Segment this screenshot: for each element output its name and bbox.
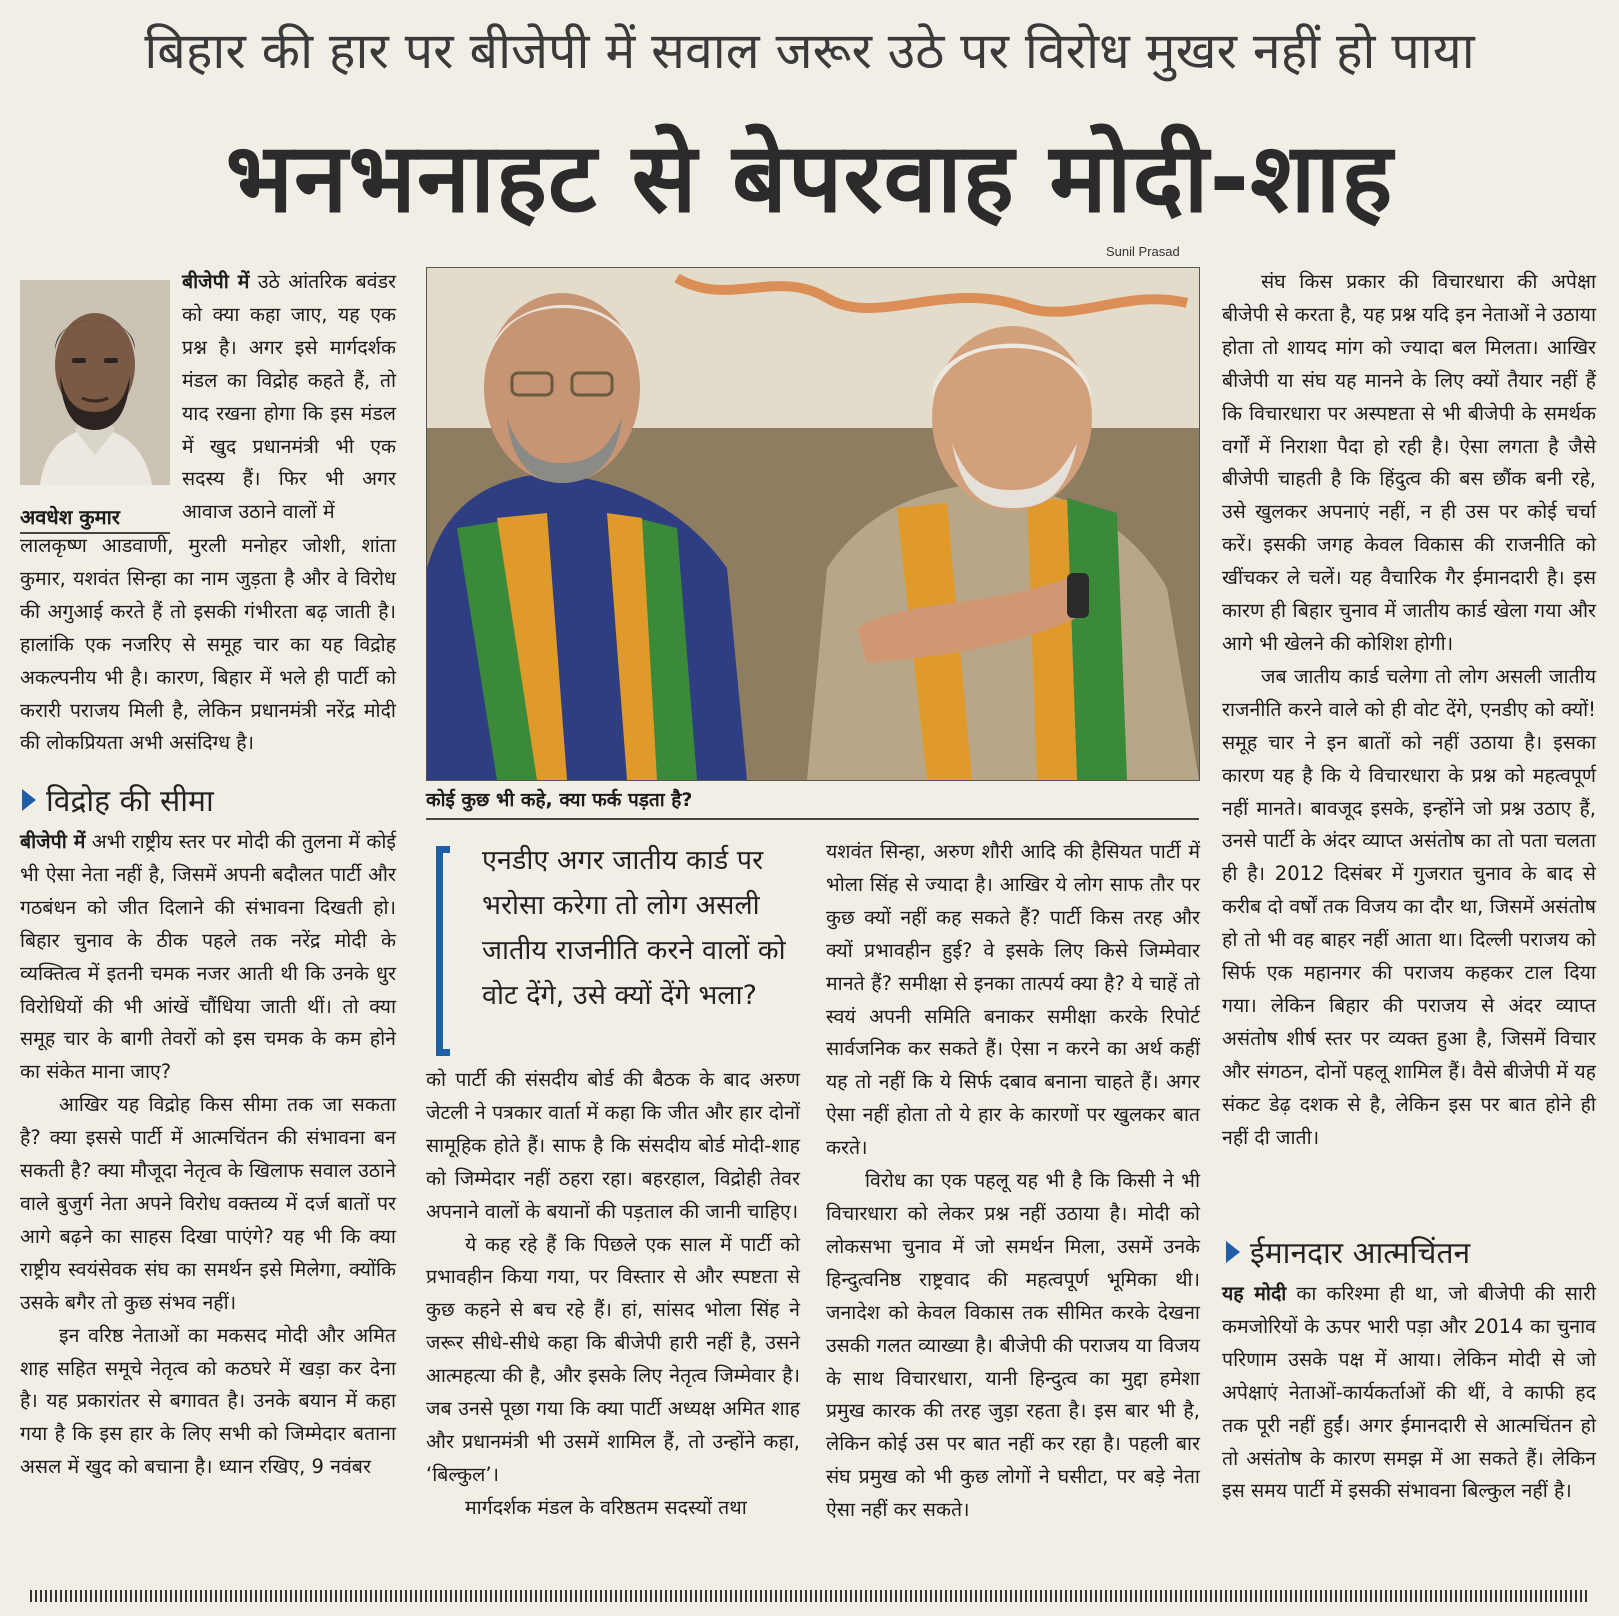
- col4-end-lead: यह मोदी: [1222, 1282, 1287, 1305]
- col3-body: [826, 836, 1200, 1527]
- col1-body: [20, 826, 396, 1484]
- pull-quote-text: एनडीए अगर जातीय कार्ड पर भरोसा करेगा तो लोग असली जातीय राजनीति करने वालों को वोट देंगे, उसे क्यों देंगे भला?: [482, 845, 786, 1011]
- pull-quote: [436, 838, 814, 1056]
- main-headline: भनभनाहट से बेपरवाह मोदी-शाह: [225, 122, 1394, 234]
- col2-p3: मार्गदर्शक मंडल के वरिष्ठतम सदस्यों तथा: [465, 1495, 747, 1519]
- kicker-headline: बिहार की हार पर बीजेपी में सवाल जरूर उठे पर विरोध मुखर नहीं हो पाया: [144, 22, 1475, 80]
- pull-quote-bracket: [436, 846, 450, 1056]
- lead-photo: [426, 267, 1200, 781]
- photo-credit: Sunil Prasad: [1106, 244, 1180, 259]
- col3-p1: यशवंत सिन्हा, अरुण शौरी आदि की हैसियत पार्टी में भोला सिंह से ज्यादा है। आखिर ये लोग साफ तौर पर कुछ क्यों नहीं कह सकते हैं? पार्टी किस तरह और क्यों प्रभावहीन हुई? वे इसके लिए किसे जिम्मेवार मानते हैं? समीक्षा से इनका तात्पर्य क्या है? ये चाहें तो स्वयं अपनी समिति बनाकर समीक्षा करके रिपोर्ट सार्वजनिक कर सकते हैं। ऐसा न करने का अर्थ कहीं यह तो नहीं कि ये सिर्फ दबाव बनाना चाहते हैं। अगर ऐसा नहीं होता तो ये हार के कारणों पर खुलकर बात करते।: [826, 840, 1200, 1160]
- col3-p2: विरोध का एक पहलू यह भी है कि किसी ने भी विचारधारा को लेकर प्रश्न नहीं उठाया है। मोदी को लोकसभा चुनाव में जो समर्थन मिला, उसमें उनके हिन्दुत्वनिष्ठ राष्ट्रवाद की महत्वपूर्ण भूमिका थी। जनादेश को केवल विकास तक सीमित करके देखना उसकी गलत व्याख्या है। बीजेपी की पराजय या विजय के साथ विचारधारा, यानी हिन्दुत्व का मुद्दा हमेशा प्रमुख कारक की तरह जुड़ा रहता है। इस बार भी है, लेकिन कोई उस पर बात नहीं कर रहा है। पहली बार संघ प्रमुख को भी कुछ लोगों ने घसीटा, पर बड़े नेता ऐसा नहीं कर सकते।: [826, 1169, 1200, 1522]
- author-portrait-image: [20, 280, 170, 485]
- col1-intro-top-text: उठे आंतरिक बवंडर को क्या कहा जाए, यह एक प्रश्न है। अगर इसे मार्गदर्शक मंडल का विद्रोह कहते हैं, तो याद रखना होगा कि इस मंडल में खुद प्रधानमंत्री भी एक सदस्य हैं। फिर भी अगर आवाज उठाने वालों में: [182, 270, 397, 524]
- col4-end: [1222, 1278, 1596, 1508]
- col1-body-p3: इन वरिष्ठ नेताओं का मकसद मोदी और अमित शाह सहित समूचे नेतृत्व को कठघरे में खड़ा कर देना है। यह प्रकारांतर से बगावत है। उनके बयान में कहा गया है कि इस हार के लिए सभी को जिम्मेदार बताना असल में खुद को बचाना है। ध्यान रखिए, 9 नवंबर: [20, 1323, 396, 1479]
- col1-intro-top: [182, 266, 396, 529]
- col2-p1: को पार्टी की संसदीय बोर्ड की बैठक के बाद अरुण जेटली ने पत्रकार वार्ता में कहा कि जीत और हार दोनों सामूहिक होते हैं। साफ है कि संसदीय बोर्ड मोदी-शाह को जिम्मेदार नहीं ठहरा रहा। बहरहाल, विद्रोही तेवर अपनाने वालों के बयानों की पड़ताल की जानी चाहिए।: [426, 1068, 800, 1223]
- lead-photo-image: [427, 268, 1199, 780]
- col4-p2: जब जातीय कार्ड चलेगा तो लोग असली जातीय राजनीति करने वाले को ही वोट देंगे, एनडीए को क्यों! समूह चार ने इन बातों को नहीं उठाया है। इसका कारण यह है कि ये विचारधारा के प्रश्न को महत्वपूर्ण नहीं मानते। बावजूद इसके, इन्होंने जो प्रश्न उठाए हैं, उनसे पार्टी के अंदर व्याप्त असंतोष का तो पता चलता ही है। 2012 दिसंबर में गुजरात चुनाव के बाद से करीब दो वर्षों तक विजय का दौर था, जिसमें असंतोष हो तो भी वह बाहर नहीं आता था। दिल्ली पराजय को सिर्फ एक महानगर की पराजय कहकर टाल दिया गया। लेकिन बिहार की पराजय से अंदर व्याप्त असंतोष शीर्ष स्तर पर व्यक्त हुआ है, जिसमें विचार और संगठन, दोनों पहलू शामिल हैं। वैसे बीजेपी में यह संकट डेढ़ दशक से है, लेकिन इस पर बात होने ही नहीं दी जाती।: [1222, 664, 1596, 1149]
- col2-body: [426, 1064, 800, 1525]
- author-portrait: [20, 280, 170, 485]
- author-byline: अवधेश कुमार: [20, 505, 120, 529]
- subhead-vidroh: [22, 782, 214, 822]
- subhead-imandar: [1226, 1234, 1470, 1274]
- col4-p1: संघ किस प्रकार की विचारधारा की अपेक्षा बीजेपी से करता है, यह प्रश्न यदि इन नेताओं ने उठाया होता तो शायद मांग को ज्यादा बल मिलता। आखिर बीजेपी या संघ यह मानने के लिए क्यों तैयार नहीं हैं कि विचारधारा पर अस्पष्टता से भी बीजेपी के समर्थक वर्गों में निराशा पैदा हो रही है। ऐसा लगता है जैसे बीजेपी चाहती है कि हिंदुत्व की बस छौंक बनी रहे, उसे खुलकर अपनाएं नहीं, न ही उस पर कोई चर्चा करें। इसकी जगह केवल विकास की राजनीति को खींचकर ले चलें। यह वैचारिक गैर ईमानदारी है। इस कारण ही बिहार चुनाव में जातीय कार्ड खेला गया और आगे भी खेलने की कोशिश होगी।: [1222, 270, 1596, 655]
- col1-intro-rest: [20, 530, 396, 760]
- col4-body: [1222, 266, 1596, 1154]
- footer-dotted-rule: [30, 1590, 1590, 1602]
- photo-caption: कोई कुछ भी कहे, क्या फर्क पड़ता है?: [426, 789, 693, 811]
- col4-end-p1: का करिश्मा ही था, जो बीजेपी की सारी कमजोरियों के ऊपर भारी पड़ा और 2014 का चुनाव परिणाम उसके पक्ष में आया। लेकिन मोदी से जो अपेक्षाएं नेताओं-कार्यकर्ताओं की थीं, वे काफी हद तक पूरी नहीं हुईं। अगर ईमानदारी से आत्मचिंतन हो तो असंतोष के कारण समझ में आ सकते हैं। लेकिन इस समय पार्टी में इसकी संभावना बिल्कुल नहीं है।: [1222, 1282, 1596, 1503]
- col1-intro-lead: बीजेपी में: [182, 270, 250, 293]
- caption-divider: [426, 818, 1199, 820]
- triangle-bullet-icon: [22, 789, 36, 811]
- subhead-imandar-text: ईमानदार आत्मचिंतन: [1250, 1236, 1471, 1271]
- col1-body-lead: बीजेपी में: [20, 830, 86, 853]
- subhead-vidroh-text: विद्रोह की सीमा: [46, 784, 214, 819]
- col1-body-p1: अभी राष्ट्रीय स्तर पर मोदी की तुलना में कोई भी ऐसा नेता नहीं है, जिसमें अपनी बदौलत पार्टी और गठबंधन को जीत दिलाने की संभावना दिखती हो। बिहार चुनाव के ठीक पहले तक नरेंद्र मोदी के व्यक्तित्व में इतनी चमक नजर आती थी कि उनके धुर विरोधियों की भी आंखें चौंधिया जाती थीं। तो क्या समूह चार के बागी तेवरों को इस चमक के कम होने का संकेत माना जाए?: [20, 830, 396, 1084]
- triangle-bullet-icon: [1226, 1241, 1240, 1263]
- col1-body-p2: आखिर यह विद्रोह किस सीमा तक जा सकता है? क्या इससे पार्टी में आत्मचिंतन की संभावना बन सकती है? क्या मौजूदा नेतृत्व के खिलाफ सवाल उठाने वाले बुजुर्ग नेता अपने विरोध वक्तव्य में दर्ज बातों पर आगे बढ़ने का साहस दिखा पाएंगे? यह भी कि क्या राष्ट्रीय स्वयंसेवक संघ का समर्थन इसे मिलेगा, क्योंकि उसके बगैर तो कुछ संभव नहीं।: [20, 1093, 396, 1314]
- col1-intro-rest-text: लालकृष्ण आडवाणी, मुरली मनोहर जोशी, शांता कुमार, यशवंत सिन्हा का नाम जुड़ता है और वे विरोध की अगुआई करते हैं तो इसकी गंभीरता बढ़ जाती है। हालांकि एक नजरिए से समूह चार का यह विद्रोह अकल्पनीय भी है। कारण, बिहार में भले ही पार्टी को करारी पराजय मिली है, लेकिन प्रधानमंत्री नरेंद्र मोदी की लोकप्रियता अभी असंदिग्ध है।: [20, 534, 396, 755]
- col2-p2: ये कह रहे हैं कि पिछले एक साल में पार्टी को प्रभावहीन किया गया, पर विस्तार से और स्पष्टता से कुछ कहने से बच रहे हैं। हां, सांसद भोला सिंह ने जरूर सीधे-सीधे कहा कि बीजेपी हारी नहीं है, उसने आत्महत्या की है, और इसके लिए नेतृत्व जिम्मेवार है। जब उनसे पूछा गया कि क्या पार्टी अध्यक्ष अमित शाह और प्रधानमंत्री भी उसमें शामिल हैं, तो उन्होंने कहा, ‘बिल्कुल’।: [426, 1232, 800, 1486]
